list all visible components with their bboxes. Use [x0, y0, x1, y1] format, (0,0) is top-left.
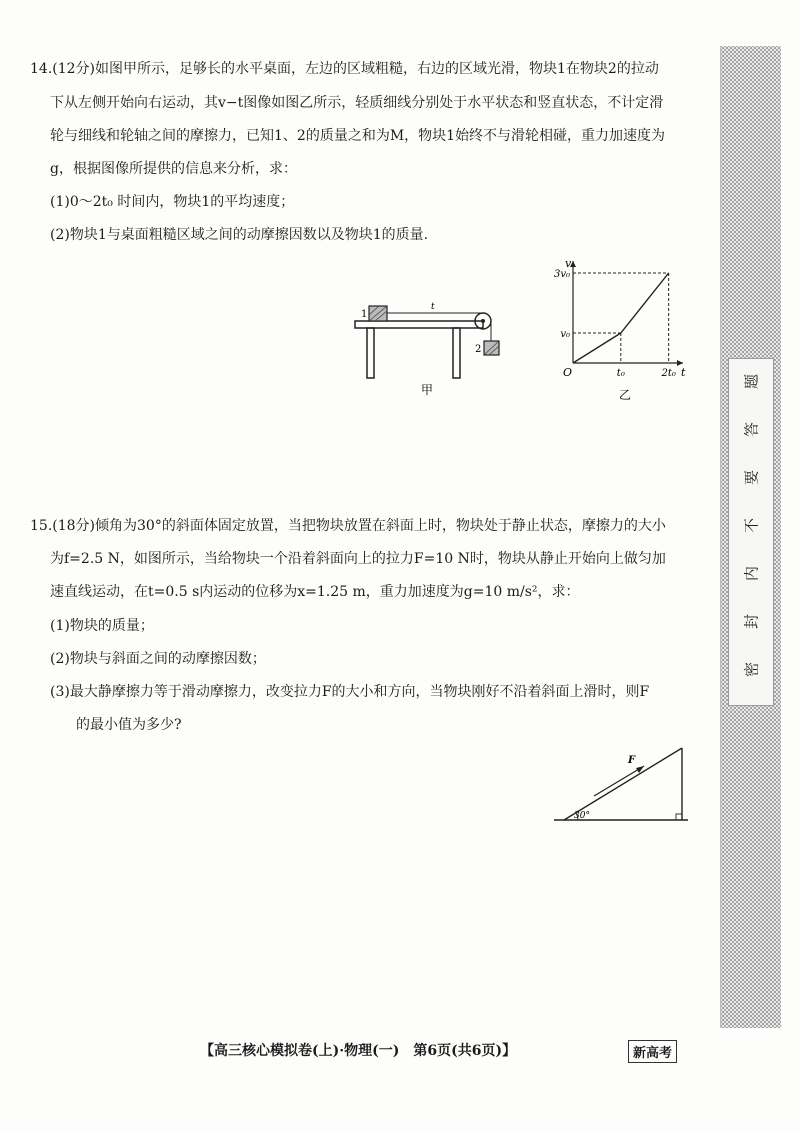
- block-2-label: 2: [475, 344, 482, 355]
- q15-line-2: 为f=2.5 N，如图所示，当给物块一个沿着斜面向上的拉力F=10 N时，物块从静止开始向上做匀加: [50, 551, 666, 567]
- q14-line-2: 下从左侧开始向右运动，其v−t图像如图乙所示，轻质细线分别处于水平状态和竖直状态，不计定滑: [50, 95, 664, 111]
- guide-lines: [573, 273, 669, 363]
- q14-subquestion-1: (1)0～2t₀ 时间内，物块1的平均速度；: [50, 194, 295, 210]
- x-axis-label: t: [681, 366, 686, 379]
- page-footer: 【高三核心模拟卷(上)·物理(一) 第6页(共6页)】: [200, 1043, 517, 1059]
- origin-label: O: [563, 366, 573, 379]
- force-label: F: [628, 755, 636, 766]
- table-leg-right: [453, 328, 460, 378]
- publisher-stamp: 新高考: [628, 1040, 677, 1063]
- angle-label: 30°: [574, 811, 590, 821]
- seal-char-7: 题: [742, 374, 761, 390]
- x-tick-label-t0: t₀: [616, 368, 625, 379]
- seal-char-2: 封: [742, 614, 761, 630]
- q14-line-1: 14.(12分)如图甲所示，足够长的水平桌面，左边的区域粗糙，右边的区域光滑，物块1在物块2的拉动: [30, 61, 659, 77]
- q15-subquestion-2: (2)物块与斜面之间的动摩擦因数；: [50, 651, 266, 667]
- right-angle-mark: [676, 814, 682, 820]
- figure-yi-vt-graph: [545, 255, 695, 405]
- tension-label: t: [431, 302, 435, 312]
- velocity-line-segment-1: [573, 333, 621, 363]
- seal-char-3: 内: [742, 566, 761, 582]
- block-1-label: 1: [361, 309, 368, 320]
- q15-subquestion-3-line-2: 的最小值为多少?: [76, 717, 182, 733]
- seal-char-1: 密: [742, 662, 761, 678]
- q15-line-1: 15.(18分)倾角为30°的斜面体固定放置，当把物块放置在斜面上时，物块处于静止状态，摩擦力的大小: [30, 518, 666, 534]
- q14-line-4: g，根据图像所提供的信息来分析，求：: [50, 161, 297, 177]
- q14-subquestion-2: (2)物块1与桌面粗糙区域之间的动摩擦因数以及物块1的质量.: [50, 227, 429, 243]
- figure-yi-caption: 乙: [619, 388, 632, 402]
- seal-char-6: 答: [742, 422, 761, 438]
- table-top: [355, 321, 483, 328]
- q14-line-3: 轮与细线和轮轴之间的摩擦力，已知1、2的质量之和为M，物块1始终不与滑轮相碰，重力加速度为: [50, 128, 666, 144]
- seal-char-5: 要: [742, 470, 761, 486]
- figure-incline: [548, 740, 696, 832]
- q15-line-3: 速直线运动，在t=0.5 s内运动的位移为x=1.25 m，重力加速度为g=10 m/s²，求：: [50, 584, 580, 600]
- x-tick-label-2t0: 2t₀: [661, 368, 676, 379]
- seal-box: [728, 358, 774, 706]
- y-tick-label-v0: v₀: [560, 329, 570, 340]
- force-arrow: [594, 766, 644, 796]
- y-axis-label: v: [565, 257, 572, 270]
- table-leg-left: [367, 328, 374, 378]
- figure-jia-caption: 甲: [421, 383, 434, 397]
- q15-subquestion-1: (1)物块的质量；: [50, 618, 154, 634]
- q15-subquestion-3-line-1: (3)最大静摩擦力等于滑动摩擦力，改变拉力F的大小和方向，当物块刚好不沿着斜面上滑时，则F: [50, 684, 650, 700]
- figure-jia-table-pulley: [345, 295, 515, 405]
- y-tick-label-3v0: 3v₀: [553, 269, 570, 280]
- seal-char-4: 不: [742, 518, 761, 534]
- incline-surface: [564, 748, 682, 820]
- velocity-line-segment-2: [621, 273, 669, 333]
